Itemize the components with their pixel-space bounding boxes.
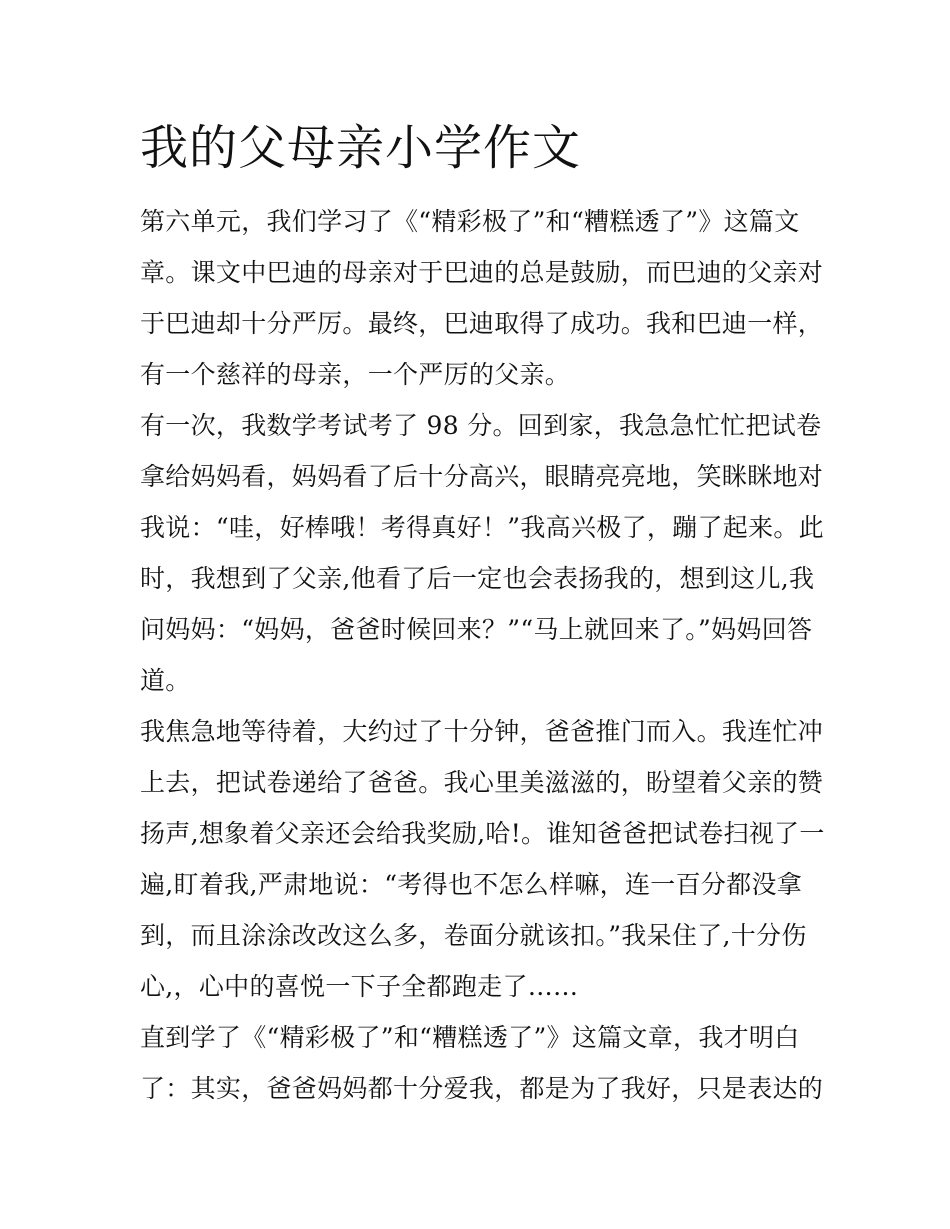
text-line: 于巴迪却十分严厉。最终，巴迪取得了成功。我和巴迪一样， — [140, 309, 824, 338]
text-line: 有一次，我数学考试考了 98 分。回到家，我急急忙忙把试卷 — [140, 411, 822, 440]
text-line: 拿给妈妈看，妈妈看了后十分高兴，眼睛亮亮地，笑眯眯地对 — [140, 462, 824, 491]
text-line: 了：其实，爸爸妈妈都十分爱我，都是为了我好，只是表达的 — [140, 1074, 824, 1103]
text-line: 扬声,想象着父亲还会给我奖励,哈!。谁知爸爸把试卷扫视了一 — [140, 819, 825, 848]
text-line: 章。课文中巴迪的母亲对于巴迪的总是鼓励，而巴迪的父亲对 — [140, 258, 824, 287]
text-line: 我说：“哇，好棒哦！考得真好！”我高兴极了，蹦了起来。此 — [140, 513, 824, 542]
text-line: 直到学了《“精彩极了”和“糟糕透了”》这篇文章，我才明白 — [140, 1023, 800, 1052]
text-line: 有一个慈祥的母亲，一个严厉的父亲。 — [140, 360, 571, 389]
text-line: 到，而且涂涂改改这么多，卷面分就该扣。”我呆住了,十分伤 — [140, 921, 807, 950]
text-line: 问妈妈：“妈妈，爸爸时候回来？”“马上就回来了。”妈妈回答 — [140, 615, 813, 644]
page-title: 我的父母亲小学作文 — [140, 120, 582, 176]
text-line: 时，我想到了父亲,他看了后一定也会表扬我的，想到这儿,我 — [140, 564, 815, 593]
text-line: 心,，心中的喜悦一下子全都跑走了…… — [140, 972, 579, 1001]
text-line: 我焦急地等待着，大约过了十分钟，爸爸推门而入。我连忙冲 — [140, 717, 824, 746]
text-line: 上去，把试卷递给了爸爸。我心里美滋滋的，盼望着父亲的赞 — [140, 768, 824, 797]
text-line: 第六单元，我们学习了《“精彩极了”和“糟糕透了”》这篇文 — [140, 207, 800, 236]
text-line: 道。 — [140, 666, 191, 695]
text-line: 遍,盯着我,严肃地说：“考得也不怎么样嘛，连一百分都没拿 — [140, 870, 803, 899]
